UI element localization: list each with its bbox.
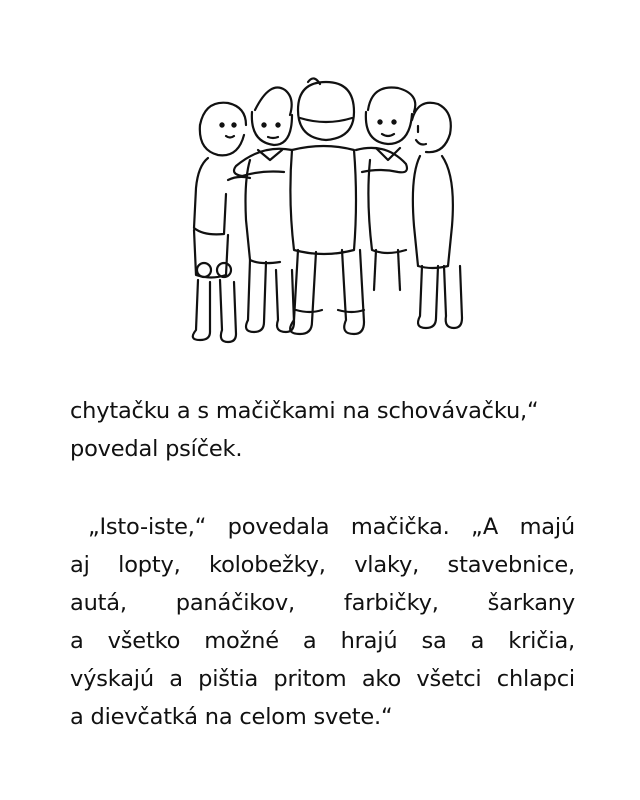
boy-cap-right-figure [366,87,415,290]
boy-center-back-figure [234,78,407,334]
paragraph-2 [70,508,575,736]
paragraph-2-line: „Isto-iste,“ povedala mačička. „A majú [88,514,575,540]
paragraph-2-line: výskajú a pištia pritom ako všetci chlapci [70,666,575,692]
group-of-boys-illustration [180,70,470,360]
paragraph-2-line: a dievčatká na celom svete.“ [70,704,393,730]
boy-left-figure [193,103,250,342]
paragraph-1-line: povedal psíček. [70,436,243,462]
paragraph-1 [70,392,575,468]
paragraph-2-line: a všetko možné a hrajú sa a kričia, [70,628,575,654]
paragraph-2-line: autá, panáčikov, farbičky, šarkany [70,590,575,616]
paragraph-2-line: aj lopty, kolobežky, vlaky, stavebnice, [70,552,575,578]
paragraph-1-line: chytačku a s mačičkami na schovávačku,“ [70,398,539,424]
boy-far-right-figure [412,103,462,328]
boy-hat-figure [246,88,295,333]
